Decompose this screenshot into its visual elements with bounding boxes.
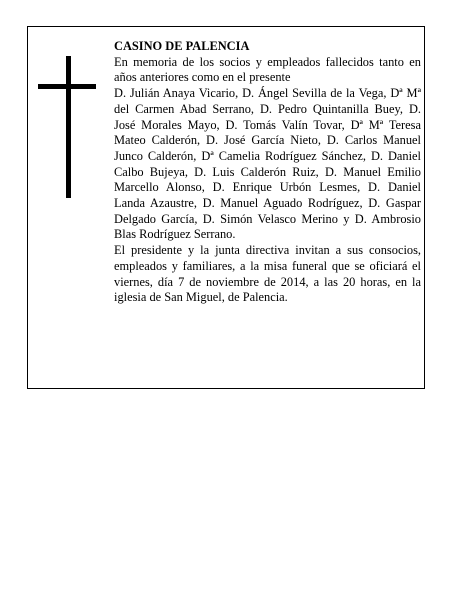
cross-horizontal-bar [38,84,96,89]
notice-title: CASINO DE PALENCIA [114,39,250,53]
funeral-invitation: El presidente y la junta directiva invitan a sus consocios, empleados y familiares, a la misa funeral que se oficiará el viernes, día 7 de noviembre de 2014, a las 20 horas, en la iglesia de San Miguel, de Palencia. [114,243,421,305]
notice-intro: En memoria de los socios y empleados fallecidos tanto en años anteriores como en el presente [114,54,421,85]
obituary-notice [27,26,425,389]
notice-text [114,39,421,306]
deceased-names: D. Julián Anaya Vicario, D. Ángel Sevilla de la Vega, Dª Mª del Carmen Abad Serrano, D. Pedro Quintanilla Buey, D. José Morales Mayo, D. Tomás Valín Tovar, Dª Mª Teresa Mateo Calderón, D. José García Nieto, D. Carlos Manuel Junco Calderón, Dª Camelia Rodríguez Sánchez, D. Daniel Calbo Bujeya, D. Luis Calderón Ruiz, D. Manuel Emilio Marcello Alonso, D. Enrique Urbón Lesmes, D. Daniel Landa Azaustre, D. Manuel Aguado Rodríguez, D. Gaspar Delgado García, D. Simón Velasco Merino y D. Ambrosio Blas Rodríguez Serrano. [114,86,421,242]
cross-vertical-bar [66,56,71,198]
